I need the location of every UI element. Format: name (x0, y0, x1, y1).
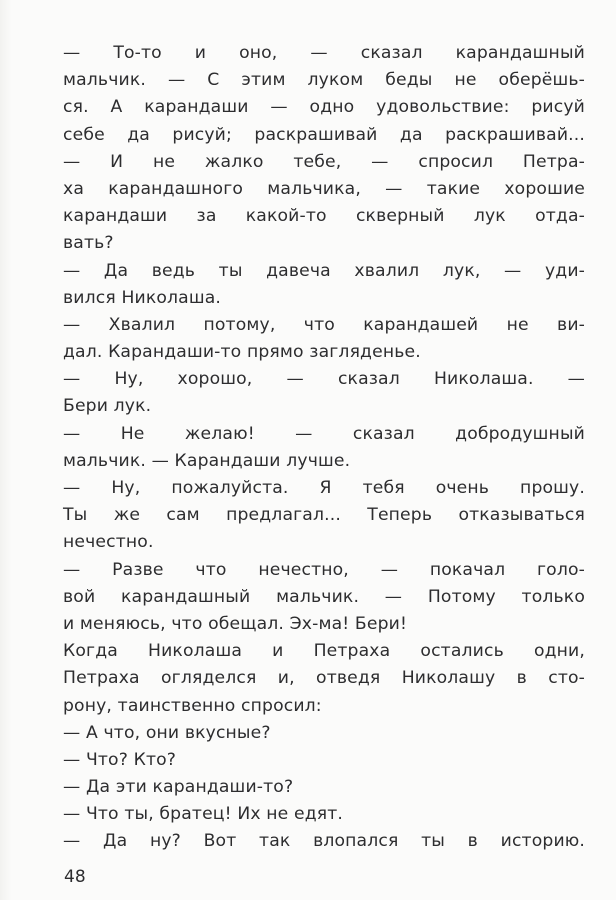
text-line: себе да рисуй; раскрашивай да раскрашивай... (63, 124, 585, 145)
text-line: Когда Николаша и Петраха остались одни, (63, 641, 585, 662)
text-line: — И не жалко тебе, — спросил Петра- (63, 151, 585, 172)
text-line: нечестно. (63, 532, 154, 553)
text-line: карандаши за какой-то скверный лук отда- (63, 206, 585, 227)
text-line: — Что? Кто? (63, 749, 177, 770)
text-line: вой карандашный мальчик. — Потому только (63, 586, 585, 607)
text-line: мальчик. — С этим луком беды не оберёшь- (63, 70, 585, 91)
text-line: Петраха огляделся и, отведя Николашу в сто- (63, 668, 585, 689)
text-line: ха карандашного мальчика, — такие хорошие (63, 178, 585, 199)
text-line: и меняюсь, что обещал. Эх-ма! Бери! (63, 613, 408, 634)
page-number: 48 (64, 867, 86, 887)
text-line: — А что, они вкусные? (63, 722, 271, 743)
text-line: дал. Карандаши-то прямо загляденье. (63, 342, 421, 363)
text-line: ся. А карандаши — одно удовольствие: рисуй (63, 97, 585, 118)
text-line: вать? (63, 233, 114, 254)
text-line: — Разве что нечестно, — покачал голо- (63, 559, 585, 580)
text-line: мальчик. — Карандаши лучше. (63, 450, 351, 471)
text-line: рону, таинственно спросил: (63, 695, 322, 716)
text-line: — Хвалил потому, что карандашей не ви- (63, 314, 585, 335)
text-line: — То-то и оно, — сказал карандашный (63, 43, 585, 63)
text-line: — Что ты, братец! Их не едят. (63, 804, 344, 825)
text-line: — Ну, хорошо, — сказал Николаша. — (63, 369, 585, 390)
page-text (63, 40, 585, 856)
text-line: — Да ведь ты давеча хвалил лук, — уди- (63, 260, 585, 281)
text-line: вился Николаша. (63, 287, 222, 308)
text-line: — Да эти карандаши-то? (63, 777, 294, 798)
text-line: Ты же сам предлагал... Теперь отказываться (63, 505, 585, 526)
text-line: — Да ну? Вот так влопался ты в историю. (63, 831, 585, 852)
text-line: — Ну, пожалуйста. Я тебя очень прошу. (63, 478, 585, 498)
text-line: Бери лук. (63, 396, 152, 417)
text-line: — Не желаю! — сказал добродушный (63, 423, 585, 444)
